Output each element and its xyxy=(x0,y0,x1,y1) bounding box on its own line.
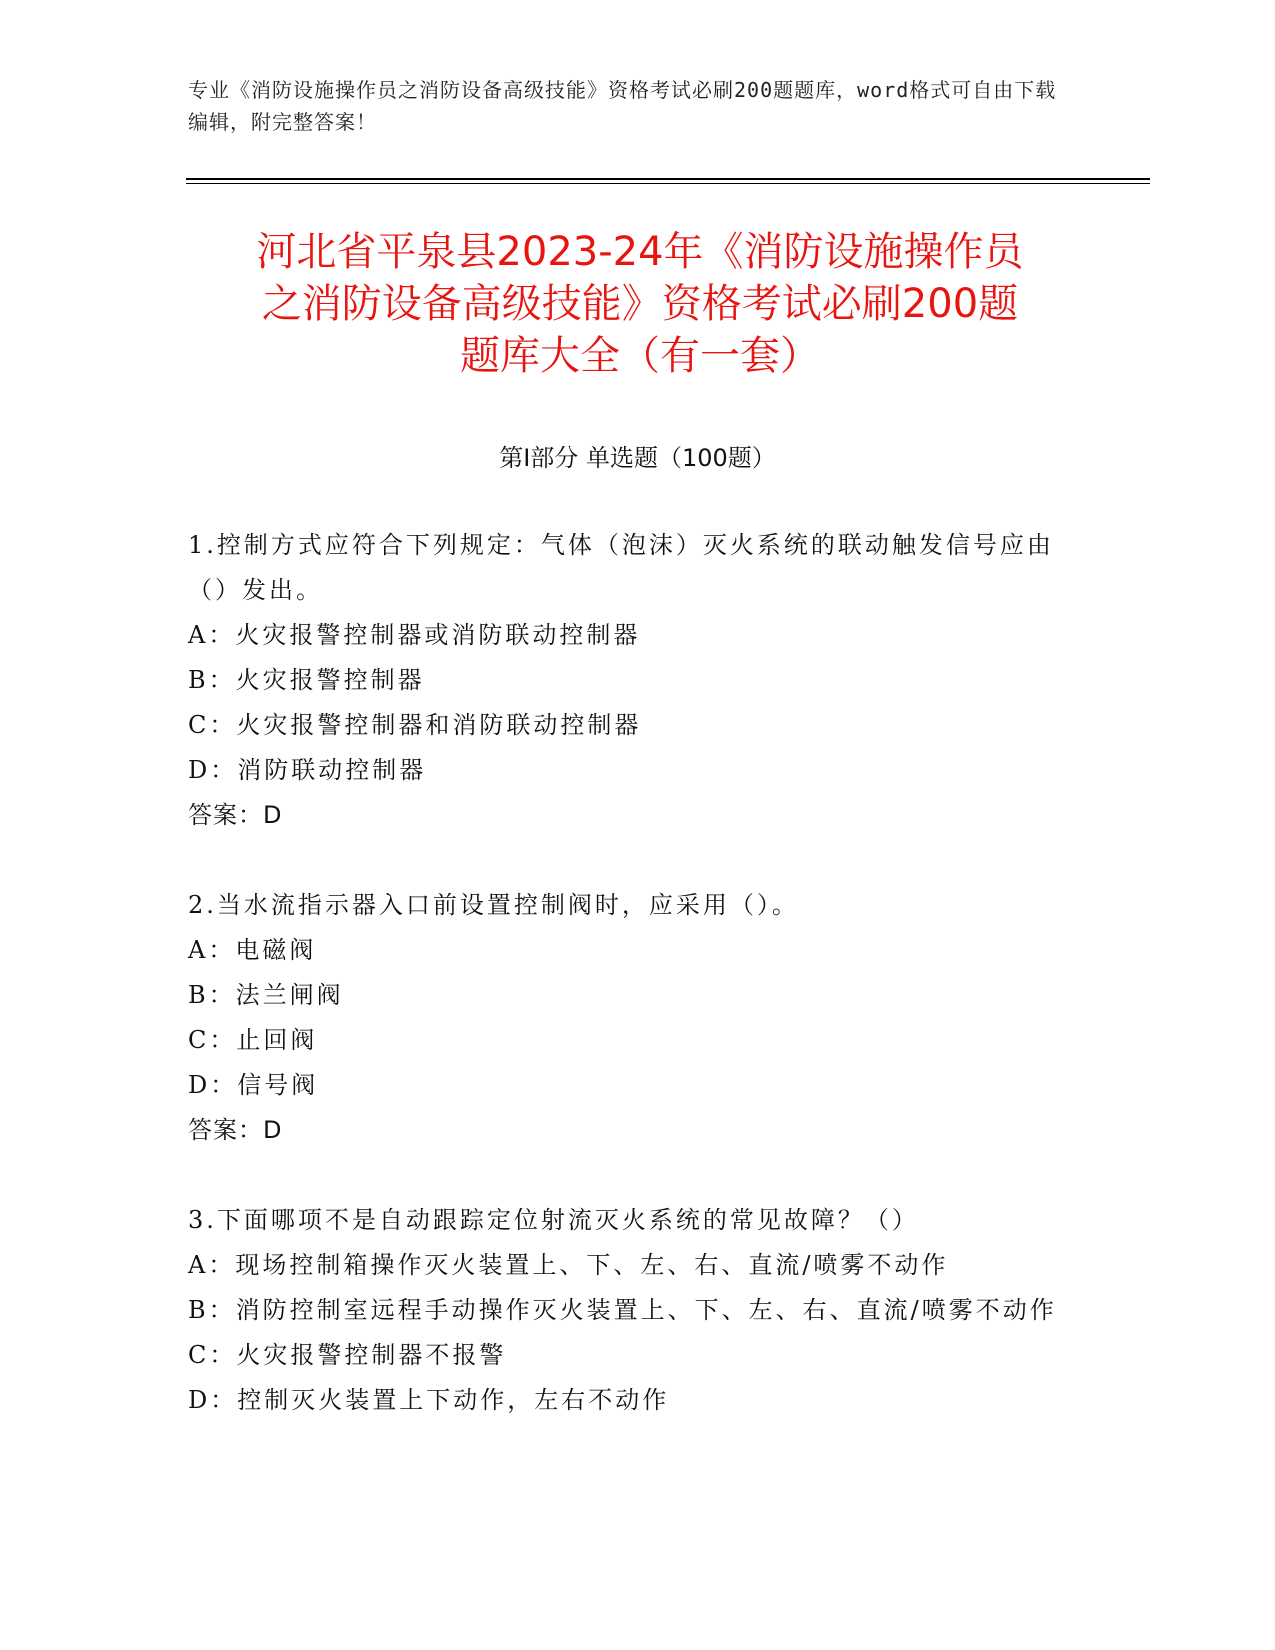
header-rule-thick xyxy=(186,178,1150,180)
option-b: B：法兰闸阀 xyxy=(188,981,344,1009)
header-rule-thin xyxy=(186,183,1150,184)
title-line-1: 河北省平泉县2023-24年《消防设施操作员 xyxy=(256,229,1024,275)
question-stem: 1.控制方式应符合下列规定：气体（泡沫）灭火系统的联动触发信号应由（）发出。 xyxy=(188,531,1054,604)
question-2 xyxy=(188,883,1058,1153)
option-a: A：现场控制箱操作灭火装置上、下、左、右、直流/喷雾不动作 xyxy=(188,1251,949,1279)
document-title xyxy=(190,226,1090,382)
title-line-2: 之消防设备高级技能》资格考试必刷200题 xyxy=(261,281,1019,327)
option-c: C：火灾报警控制器和消防联动控制器 xyxy=(188,711,642,739)
option-c: C：止回阀 xyxy=(188,1026,318,1054)
question-stem: 3.下面哪项不是自动跟踪定位射流灭火系统的常见故障？（） xyxy=(188,1206,919,1234)
section-title: 第Ⅰ部分 单选题（100题） xyxy=(499,444,776,472)
option-a: A：电磁阀 xyxy=(188,936,317,964)
answer: 答案：D xyxy=(188,1116,283,1144)
option-d: D：消防联动控制器 xyxy=(188,756,427,784)
option-c: C：火灾报警控制器不报警 xyxy=(188,1341,507,1369)
question-1 xyxy=(188,523,1058,838)
option-d: D：信号阀 xyxy=(188,1071,319,1099)
title-line-3: 题库大全（有一套） xyxy=(460,333,820,379)
question-stem: 2.当水流指示器入口前设置控制阀时，应采用（）。 xyxy=(188,891,799,919)
answer: 答案：D xyxy=(188,801,283,829)
option-b: B：消防控制室远程手动操作灭火装置上、下、左、右、直流/喷雾不动作 xyxy=(188,1296,1057,1324)
option-a: A：火灾报警控制器或消防联动控制器 xyxy=(188,621,641,649)
option-d: D：控制灭火装置上下动作，左右不动作 xyxy=(188,1386,670,1414)
question-list xyxy=(188,523,1058,1468)
header-note: 专业《消防设施操作员之消防设备高级技能》资格考试必刷200题题库，word格式可自由下载编辑，附完整答案！ xyxy=(188,78,1057,134)
question-3 xyxy=(188,1198,1058,1423)
option-b: B：火灾报警控制器 xyxy=(188,666,425,694)
